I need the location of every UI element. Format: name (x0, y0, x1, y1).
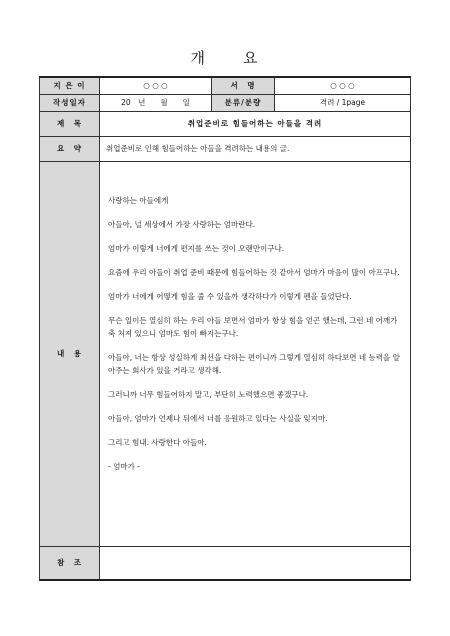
summary-value: 취업준비로 인해 힘들어하는 아들을 격려하는 내용의 글. (100, 136, 411, 161)
signature-value: ○ ○ ○ (275, 77, 411, 94)
category-value: 격려 / 1page (275, 94, 411, 111)
content-paragraph: 엄마가 이렇게 너에게 편지를 쓰는 것이 오랜만이구나. (108, 243, 285, 253)
content-paragraph: 아들아, 엄마가 언제나 뒤에서 너를 응원하고 있다는 사실을 잊지마. (108, 413, 328, 423)
content-paragraph: 무슨 일이든 열심히 하는 우리 아들 보면서 엄마가 항상 힘을 얻곤 했는데, 그런 네 어깨가 축 처져 있으니 엄마도 힘이 빠지는구나. (108, 315, 398, 338)
subject-row (40, 111, 411, 136)
date-row (40, 94, 411, 111)
reference-row (40, 546, 411, 580)
content-paragraph: 그리고 힘내. 사랑한다 아들아. (108, 437, 207, 447)
author-row (40, 77, 411, 94)
signature-label: 서 명 (212, 77, 275, 94)
content-row (40, 161, 411, 546)
subject-label: 제 목 (40, 111, 100, 136)
content-paragraph: 그러니까 너무 힘들어하지 말고, 부단히 노력했으면 좋겠구나. (108, 389, 309, 399)
author-value: ○ ○ ○ (100, 77, 212, 94)
content-paragraph: 엄마가 너에게 어떻게 힘을 줄 수 있을까 생각하다가 이렇게 펜을 들었단다. (108, 291, 352, 301)
subject-value: 취업준비로 힘들어하는 아들을 격려 (100, 111, 411, 136)
reference-label: 참 조 (40, 546, 100, 580)
page-title (0, 47, 450, 68)
date-value: 20 년 월 일 (100, 94, 212, 111)
content-paragraph: 요즘에 우리 아들이 취업 준비 때문에 힘들어하는 것 같아서 엄마가 마음이 많이 아프구나. (108, 267, 400, 277)
date-label: 작성일자 (40, 94, 100, 111)
page-title-left: 개 (190, 49, 207, 67)
reference-value (100, 546, 411, 580)
content-paragraph: 아들아, 널 세상에서 가장 사랑하는 엄마란다. (108, 219, 256, 229)
summary-row (40, 136, 411, 161)
content-signoff: - 엄마가 - (108, 461, 140, 471)
content-paragraph: 사랑하는 아들에게 (108, 195, 169, 205)
summary-label: 요 약 (40, 136, 100, 161)
content-paragraph: 아들아, 너는 항상 성실하게 최선을 다하는 편이니까 그렇게 열심히 하다보면 네 능력을 알아주는 회사가 있을 거라고 생각해. (108, 352, 400, 375)
overview-form (39, 76, 411, 581)
page-title-right: 요 (243, 49, 260, 67)
category-label: 분류/분량 (212, 94, 275, 111)
content-body (100, 161, 411, 546)
content-label: 내 용 (40, 161, 100, 546)
author-label: 지 은 이 (40, 77, 100, 94)
